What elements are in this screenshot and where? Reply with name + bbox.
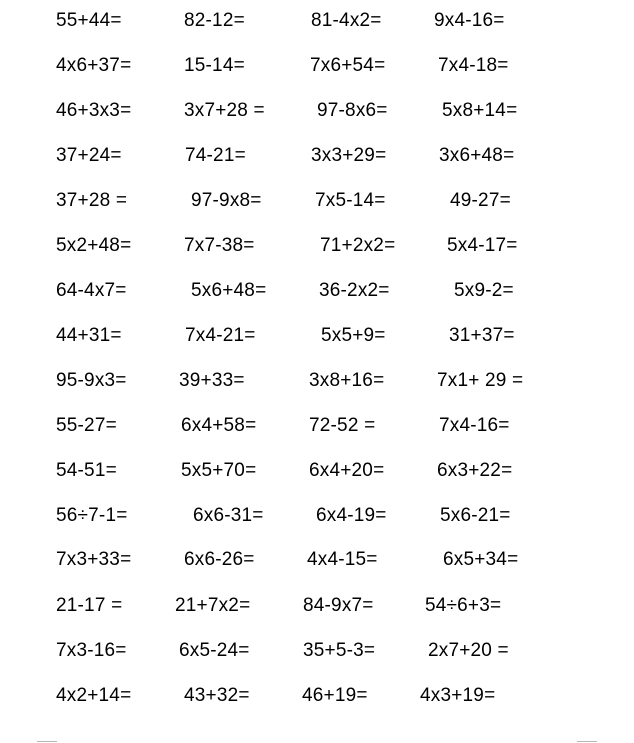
math-problem: 6x4+20=: [309, 460, 385, 481]
math-problem: 3x6+48=: [439, 145, 515, 166]
math-problem: 6x4-19=: [316, 505, 387, 526]
math-problem: 4x4-15=: [307, 549, 378, 570]
math-problem: 6x6-26=: [184, 549, 255, 570]
math-problem: 55+44=: [56, 10, 122, 31]
problem-row: [0, 190, 634, 220]
problem-row: [0, 145, 634, 175]
math-problem: 7x1+ 29 =: [437, 370, 524, 391]
problem-row: [0, 100, 634, 130]
math-problem: 55-27=: [56, 415, 117, 436]
math-problem: 6x4+58=: [181, 415, 257, 436]
math-problem: 4x3+19=: [420, 685, 496, 706]
problem-row: [0, 280, 634, 310]
math-problem: 39+33=: [179, 370, 245, 391]
math-problem: 97-8x6=: [317, 100, 388, 121]
page-corner-mark-right: [577, 741, 597, 742]
math-problem: 5x9-2=: [454, 280, 514, 301]
math-problem: 5x5+9=: [321, 325, 386, 346]
problem-row: [0, 549, 634, 579]
problem-row: [0, 505, 634, 535]
math-problem: 15-14=: [184, 55, 245, 76]
math-problem: 64-4x7=: [56, 280, 127, 301]
math-problem: 7x3+33=: [56, 549, 132, 570]
math-problem: 46+3x3=: [56, 100, 132, 121]
math-problem: 54÷6+3=: [425, 595, 502, 616]
problem-row: [0, 685, 634, 715]
math-problem: 6x5+34=: [443, 549, 519, 570]
math-problem: 36-2x2=: [319, 280, 390, 301]
math-problem: 5x2+48=: [56, 235, 132, 256]
math-problem: 72-52 =: [309, 415, 376, 436]
math-problem: 21-17 =: [56, 595, 123, 616]
problem-row: [0, 460, 634, 490]
math-problem: 7x4-21=: [185, 325, 256, 346]
math-problem: 37+28 =: [56, 190, 128, 211]
math-problem: 74-21=: [185, 145, 246, 166]
math-problem: 6x5-24=: [179, 640, 250, 661]
math-problem: 3x8+16=: [309, 370, 385, 391]
math-problem: 5x6+48=: [191, 280, 267, 301]
problem-row: [0, 325, 634, 355]
problem-row: [0, 55, 634, 85]
math-problem: 6x3+22=: [437, 460, 513, 481]
math-problem: 31+37=: [449, 325, 515, 346]
math-problem: 4x6+37=: [56, 55, 132, 76]
math-problem: 49-27=: [450, 190, 511, 211]
math-problem: 3x3+29=: [311, 145, 387, 166]
math-problem: 5x8+14=: [442, 100, 518, 121]
math-problem: 7x5-14=: [315, 190, 386, 211]
math-problem: 95-9x3=: [56, 370, 127, 391]
math-problem: 7x4-16=: [439, 415, 510, 436]
math-problem: 9x4-16=: [434, 10, 505, 31]
problem-row: [0, 370, 634, 400]
math-problem: 5x5+70=: [181, 460, 257, 481]
problem-row: [0, 10, 634, 40]
problem-row: [0, 235, 634, 265]
problem-row: [0, 595, 634, 625]
math-problem: 54-51=: [56, 460, 117, 481]
math-problem: 7x3-16=: [56, 640, 127, 661]
math-problem: 84-9x7=: [303, 595, 374, 616]
problem-row: [0, 640, 634, 670]
math-problem: 6x6-31=: [193, 505, 264, 526]
math-problem: 5x6-21=: [440, 505, 511, 526]
math-problem: 56÷7-1=: [56, 505, 128, 526]
math-problem: 7x4-18=: [438, 55, 509, 76]
math-problem: 35+5-3=: [303, 640, 376, 661]
math-problem: 44+31=: [56, 325, 122, 346]
math-problem: 43+32=: [184, 685, 250, 706]
problem-row: [0, 415, 634, 445]
math-problem: 7x6+54=: [310, 55, 386, 76]
math-problem: 37+24=: [56, 145, 122, 166]
math-problem: 97-9x8=: [191, 190, 262, 211]
math-problem: 7x7-38=: [184, 235, 255, 256]
math-problem: 2x7+20 =: [428, 640, 509, 661]
math-problem: 5x4-17=: [447, 235, 518, 256]
math-problem: 21+7x2=: [175, 595, 251, 616]
math-problem: 3x7+28 =: [184, 100, 265, 121]
math-problem: 81-4x2=: [311, 10, 382, 31]
math-problem: 71+2x2=: [320, 235, 396, 256]
math-problem: 4x2+14=: [56, 685, 132, 706]
math-problem: 82-12=: [184, 10, 245, 31]
math-problem: 46+19=: [302, 685, 368, 706]
page-corner-mark-left: [37, 741, 57, 742]
